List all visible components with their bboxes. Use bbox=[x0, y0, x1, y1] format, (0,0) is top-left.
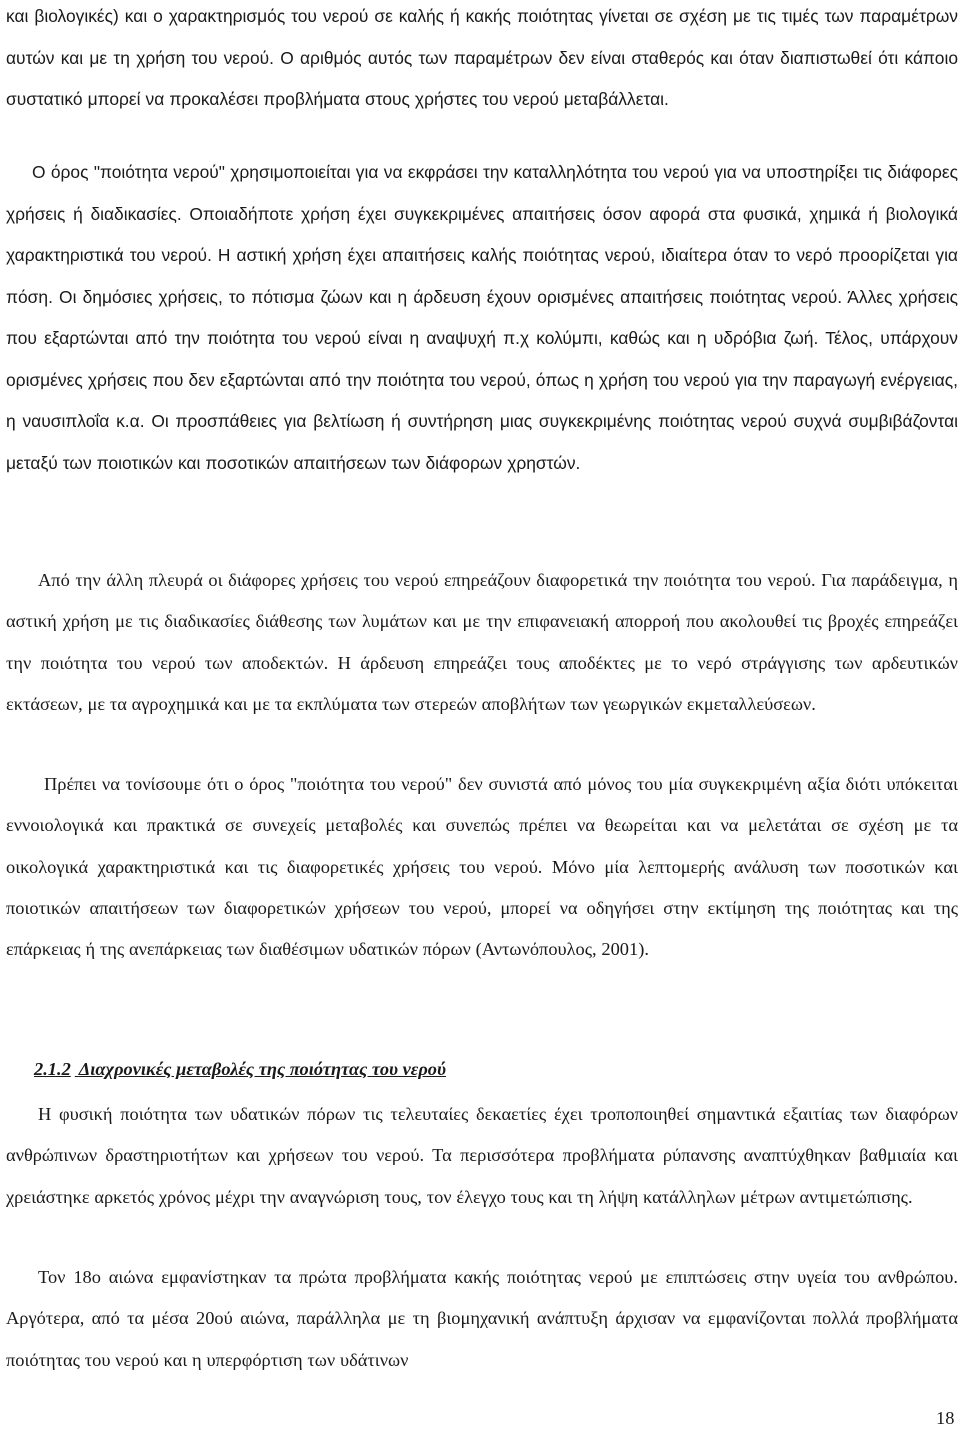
section-number: 2.1.2 bbox=[34, 1059, 71, 1079]
paragraph-water-quality-term: Ο όρος "ποιότητα νερού" χρησιμοποιείται για να εκφράσει την καταλληλότητα του νερού για να υποστηρίξει τις διάφορες χρήσεις ή διαδικασίες. Οποιαδήποτε χρήση έχει συγκεκριμένες απαιτήσεις όσον αφορά στα φυσικά, χημικά ή βιολογικά χαρακτηριστικά του νερού. Η αστική χρήση έχει απαιτήσεις καλής ποιότητας νερού, ιδιαίτερα όταν το νερό προορίζεται για πόση. Οι δημόσιες χρήσεις, το πότισμα ζώων και η άρδευση έχουν ορισμένες απαιτήσεις ποιότητας νερού. Άλλες χρήσεις που εξαρτώνται από την ποιότητα του νερού είναι η αναψυχή π.χ κολύμπι, καθώς και η υδρόβια ζωή. Τέλος, υπάρχουν ορισμένες χρήσεις που δεν εξαρτώνται από την ποιότητα του νερού, όπως η χρήση του νερού για την παραγωγή ενέργειας, η ναυσιπλοΐα κ.α. Οι προσπάθειες για βελτίωση ή συντήρηση μιας συγκεκριμένης ποιότητας νερού συχνά συμβιβάζονται μεταξύ των ποιοτικών και ποσοτικών απαιτήσεων των διάφορων χρηστών. bbox=[6, 162, 958, 473]
paragraph-uses-affect-quality: Από την άλλη πλευρά οι διάφορες χρήσεις του νερού επηρεάζουν διαφορετικά την ποιότητα του νερού. Για παράδειγμα, η αστική χρήση με τις διαδικασίες διάθεσης των λυμάτων και με την επιφανειακή απορροή που ακολουθεί τις βροχές επηρεάζει την ποιότητα του νερού των αποδεκτών. Η άρδευση επηρεάζει τους αποδέκτες με το νερό στράγγισης των αρδευτικών εκτάσεων, με τα αγροχημικά και με τα εκπλύματα των στερεών αποβλήτων των γεωργικών εκμεταλλεύσεων. bbox=[6, 570, 958, 714]
paragraph-intro-continuation: και βιολογικές) και ο χαρακτηρισμός του νερού σε καλής ή κακής ποιότητας γίνεται σε σχέση με τις τιμές των παραμέτρων αυτών και με τη χρήση του νερού. Ο αριθμός αυτός των παραμέτρων δεν είναι σταθερός και όταν διαπιστωθεί ότι κάποιο συστατικό μπορεί να προκαλέσει προβλήματα στους χρήστες του νερού μεταβάλλεται. bbox=[6, 6, 958, 109]
paragraph-quality-not-fixed: Πρέπει να τονίσουμε ότι ο όρος "ποιότητα του νερού" δεν συνιστά από μόνος του μία συγκεκριμένη αξία διότι υπόκειται εννοιολογικά και πρακτικά σε συνεχείς μεταβολές και συνεπώς πρέπει να θεωρείται και να μελετάται σε σχέση με τα οικολογικά χαρακτηριστικά και τις διαφορετικές χρήσεις του νερού. Μόνο μία λεπτομερής ανάλυση των ποσοτικών και ποιοτικών απαιτήσεων των διαφορετικών χρήσεων του νερού, μπορεί να οδηγήσει στην εκτίμηση της ποιότητας και της επάρκειας ή της ανεπάρκειας των διαθέσιμων υδατικών πόρων (Αντωνόπουλος, 2001). bbox=[6, 774, 958, 960]
section-heading bbox=[34, 1059, 446, 1080]
paragraph-eighteenth-century: Τον 18ο αιώνα εμφανίστηκαν τα πρώτα προβλήματα κακής ποιότητας νερού με επιπτώσεις στην υγεία του ανθρώπου. Αργότερα, από τα μέσα 20ού αιώνα, παράλληλα με τη βιομηχανική ανάπτυξη άρχισαν να εμφανίζονται πολλά προβλήματα ποιότητας του νερού και η υπερφόρτιση των υδάτινων bbox=[6, 1267, 958, 1370]
section-title: Διαχρονικές μεταβολές της ποιότητας του νερού bbox=[78, 1059, 447, 1079]
page-number: 18 bbox=[936, 1408, 955, 1428]
paragraph-natural-quality: Η φυσική ποιότητα των υδατικών πόρων τις τελευταίες δεκαετίες έχει τροποποιηθεί σημαντικά εξαιτίας των διαφόρων ανθρώπινων δραστηριοτήτων και χρήσεων του νερού. Τα περισσότερα προβλήματα ρύπανσης αναπτύχθηκαν βαθμιαία και χρειάστηκε αρκετός χρόνος μέχρι την αναγνώριση τους, τον έλεγχο τους και τη λήψη κατάλληλων μέτρων αντιμετώπισης. bbox=[6, 1104, 958, 1207]
